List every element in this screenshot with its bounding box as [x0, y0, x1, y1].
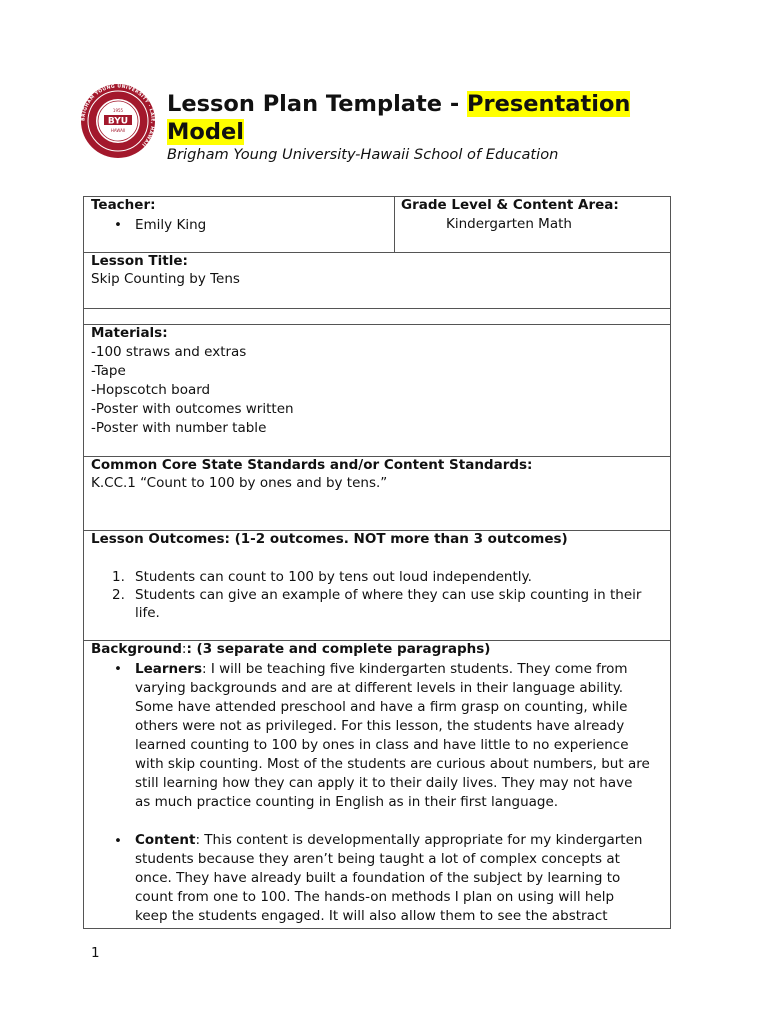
materials-item: -Hopscotch board	[91, 382, 211, 398]
materials-label: Materials:	[91, 325, 168, 341]
lesson-title-label: Lesson Title:	[91, 253, 188, 269]
materials-item: -Poster with number table	[91, 420, 267, 436]
outcome-text: life.	[135, 605, 160, 621]
learners-line: Some have attended preschool and have a firm grasp on counting, while	[135, 699, 628, 715]
learners-line: varying backgrounds and are at different levels in their language ability.	[135, 680, 624, 696]
document-subtitle: Brigham Young University-Hawaii School of Education	[167, 146, 559, 163]
grade-label: Grade Level & Content Area:	[401, 197, 619, 213]
background-row	[84, 641, 670, 929]
seal-sub-text: HAWAII	[110, 128, 126, 133]
teacher-grade-row	[84, 197, 670, 253]
background-label-rest: : (3 separate and complete paragraphs)	[186, 641, 491, 657]
outcomes-row	[84, 531, 670, 641]
content-line: once. They have already built a foundation of the subject by learning to	[135, 870, 621, 886]
materials-row	[84, 325, 670, 457]
byu-hawaii-seal-logo	[80, 83, 156, 159]
outcomes-label: Lesson Outcomes: (1-2 outcomes. NOT more than 3 outcomes)	[91, 531, 568, 547]
title-highlight-1: Presentation	[467, 91, 631, 117]
background-label-colon: :	[181, 641, 187, 657]
teacher-label: Teacher:	[91, 197, 156, 213]
seal-ring-text: BRIGHAM YOUNG UNIVERSITY · LAIE, HAWAII	[81, 84, 155, 147]
standards-label: Common Core State Standards and/or Content Standards:	[91, 457, 533, 473]
learners-line-1	[135, 660, 628, 679]
learners-term: Learners	[135, 661, 202, 677]
materials-item: -Poster with outcomes written	[91, 401, 294, 417]
spacer-row	[84, 309, 670, 325]
page-number: 1	[91, 945, 100, 961]
title-plain: Lesson Plan Template -	[167, 91, 468, 117]
background-label-title: Background	[91, 641, 182, 657]
lesson-title-value: Skip Counting by Tens	[91, 271, 240, 287]
outcome-text: Students can count to 100 by tens out loud independently.	[135, 569, 532, 585]
standards-value: K.CC.1 “Count to 100 by ones and by tens.”	[91, 475, 388, 491]
document-title	[167, 90, 647, 146]
outcome-number: 1.	[112, 569, 125, 585]
outcome-number: 2.	[112, 587, 125, 603]
materials-item: -100 straws and extras	[91, 344, 247, 360]
seal-year: 1955	[112, 108, 124, 113]
grade-value: Kindergarten Math	[446, 216, 572, 232]
learners-line: as much practice counting in English as in their first language.	[135, 794, 559, 810]
lesson-title-row	[84, 253, 670, 309]
bullet-icon: •	[114, 217, 122, 233]
learners-line: with skip counting. Most of the students are curious about numbers, but are	[135, 756, 650, 772]
content-line: keep the students engaged. It will also allow them to see the abstract	[135, 908, 608, 924]
learners-text: : I will be teaching five kindergarten students. They come from	[202, 661, 628, 677]
bullet-icon: •	[114, 833, 122, 849]
materials-item: -Tape	[91, 363, 126, 379]
bullet-icon: •	[114, 661, 122, 677]
standards-row	[84, 457, 670, 531]
learners-line: others were not as privileged. For this lesson, the students have already	[135, 718, 625, 734]
content-text: : This content is developmentally appropriate for my kindergarten	[195, 832, 643, 848]
content-line: count from one to 100. The hands-on methods I plan on using will help	[135, 889, 615, 905]
lesson-plan-table	[83, 196, 671, 929]
background-label	[91, 641, 490, 657]
content-term: Content	[135, 832, 196, 848]
content-line-1	[135, 831, 642, 850]
content-line: students because they aren’t being taught a lot of complex concepts at	[135, 851, 620, 867]
learners-line: still learning how they can apply it to their daily lives. They may not have	[135, 775, 633, 791]
teacher-name: Emily King	[135, 217, 207, 233]
column-divider	[394, 197, 395, 252]
outcome-text: Students can give an example of where they can use skip counting in their	[135, 587, 642, 603]
title-highlight-2: Model	[167, 119, 244, 145]
seal-byu-text: BYU	[107, 116, 129, 127]
learners-line: learned counting to 100 by ones in class and have little to no experience	[135, 737, 629, 753]
